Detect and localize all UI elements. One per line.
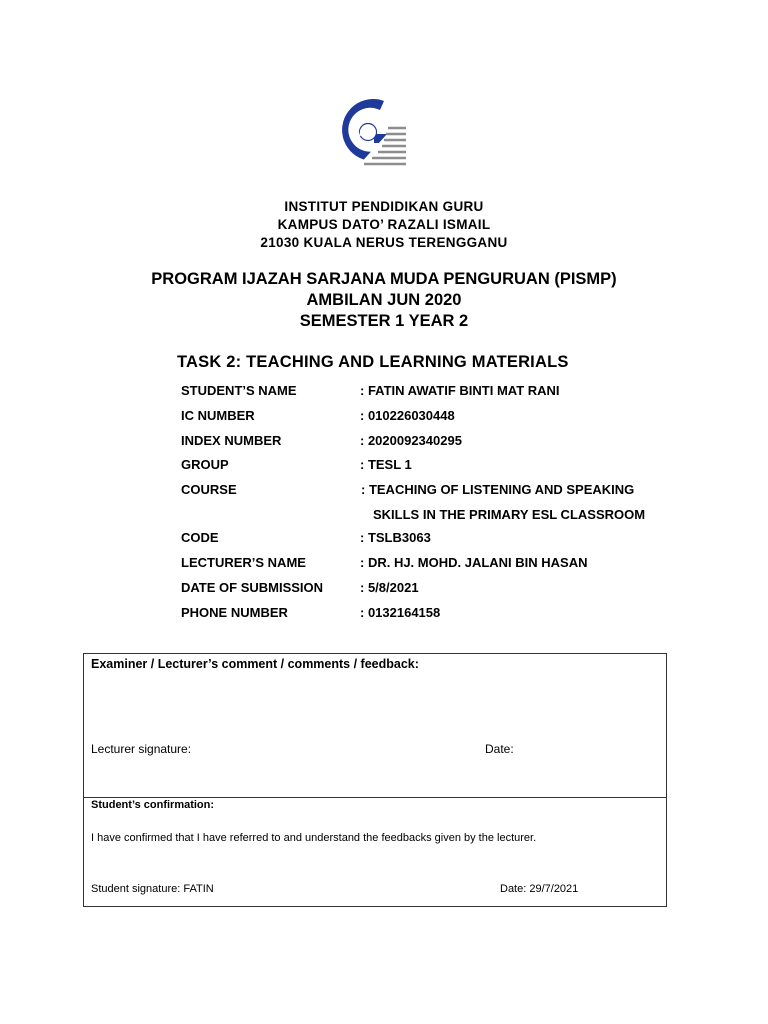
institute-line-3: 21030 KUALA NERUS TERENGGANU	[260, 235, 508, 250]
detail-label-ic-number: IC NUMBER	[181, 408, 255, 423]
detail-label-code: CODE	[181, 530, 219, 545]
program-line-2: AMBILAN JUN 2020	[306, 291, 462, 309]
detail-value-group: : TESL 1	[360, 457, 412, 472]
examiner-comment-heading: Examiner / Lecturer’s comment / comments / feedback:	[91, 657, 419, 671]
detail-label-student-name: STUDENT’S NAME	[181, 383, 297, 398]
detail-label-phone-number: PHONE NUMBER	[181, 605, 288, 620]
institute-line-2: KAMPUS DATO’ RAZALI ISMAIL	[277, 217, 491, 232]
detail-value-code: : TSLB3063	[360, 530, 431, 545]
institute-line-1: INSTITUT PENDIDIKAN GURU	[284, 199, 484, 214]
detail-value-date-of-submission: : 5/8/2021	[360, 580, 419, 595]
program-line-1: PROGRAM IJAZAH SARJANA MUDA PENGURUAN (PISMP)	[151, 270, 617, 288]
box-divider	[84, 797, 666, 798]
detail-value-ic-number: : 010226030448	[360, 408, 455, 423]
detail-value-course: : TEACHING OF LISTENING AND SPEAKING	[361, 482, 635, 497]
detail-label-group: GROUP	[181, 457, 229, 472]
detail-label-lecturer-name: LECTURER’S NAME	[181, 555, 306, 570]
detail-value-phone-number: : 0132164158	[360, 605, 441, 620]
feedback-box	[83, 653, 667, 907]
detail-label-index-number: INDEX NUMBER	[181, 433, 282, 448]
student-signature: Student signature: FATIN	[91, 883, 214, 895]
confirmation-statement: I have confirmed that I have referred to and understand the feedbacks given by the lecturer.	[91, 832, 537, 844]
detail-value-lecturer-name: : DR. HJ. MOHD. JALANI BIN HASAN	[360, 555, 588, 570]
student-date: Date: 29/7/2021	[500, 883, 579, 895]
task-title: TASK 2: TEACHING AND LEARNING MATERIALS	[177, 353, 569, 371]
logo-text: IPG	[359, 128, 377, 139]
detail-value-course-continued: SKILLS IN THE PRIMARY ESL CLASSROOM	[373, 507, 646, 522]
lecturer-date-label: Date:	[485, 742, 514, 756]
lecturer-signature-label: Lecturer signature:	[91, 742, 192, 756]
detail-value-index-number: : 2020092340295	[360, 433, 462, 448]
program-line-3: SEMESTER 1 YEAR 2	[299, 312, 469, 330]
detail-value-student-name: : FATIN AWATIF BINTI MAT RANI	[360, 383, 560, 398]
student-confirmation-heading: Student’s confirmation:	[91, 799, 215, 811]
detail-label-date-of-submission: DATE OF SUBMISSION	[181, 580, 324, 595]
ipg-logo	[340, 96, 408, 168]
detail-label-course: COURSE	[181, 482, 237, 497]
